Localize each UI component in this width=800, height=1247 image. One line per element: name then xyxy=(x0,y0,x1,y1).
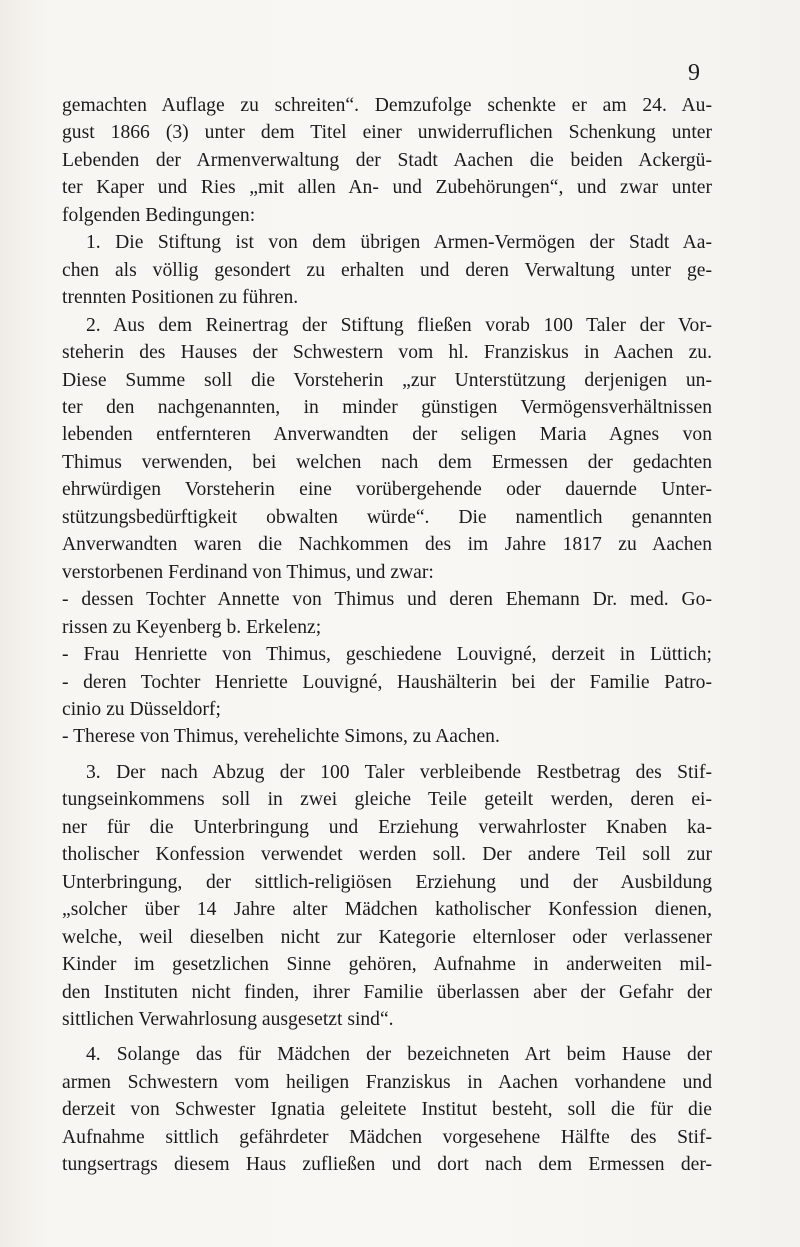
text-line: - dessen Tochter Annette von Thimus und deren Ehemann Dr. med. Go- xyxy=(62,589,712,611)
text-line: ter den nachgenannten, in minder günstigen Vermögensverhältnissen xyxy=(62,396,712,418)
text-line: sittlichen Verwahrlosung ausgesetzt sind“. xyxy=(62,1008,394,1030)
text-line: cinio zu Düsseldorf; xyxy=(62,698,221,720)
text-line: ner für die Unterbringung und Erziehung verwahrloster Knaben ka- xyxy=(62,816,712,838)
text-line: - deren Tochter Henriette Louvigné, Haushälterin bei der Familie Patro- xyxy=(62,671,712,693)
text-line: gemachten Auflage zu schreiten“. Demzufolge schenkte er am 24. Au- xyxy=(62,95,712,116)
text-line: stützungsbedürftigkeit obwalten würde“. Die namentlich genannten xyxy=(62,506,712,528)
text-line: tholischer Konfession verwendet werden soll. Der andere Teil soll zur xyxy=(62,844,712,866)
text-line: „solcher über 14 Jahre alter Mädchen katholischer Konfession dienen, xyxy=(62,899,712,921)
text-line: Diese Summe soll die Vorsteherin „zur Unterstützung derjenigen un- xyxy=(62,369,712,391)
text-line: tungsertrags diesem Haus zufließen und dort nach dem Ermessen der- xyxy=(62,1154,712,1176)
text-line: gust 1866 (3) unter dem Titel einer unwiderruflichen Schenkung unter xyxy=(62,122,712,144)
text-line: 3. Der nach Abzug der 100 Taler verbleibende Restbetrag des Stif- xyxy=(86,761,712,783)
text-line: 1. Die Stiftung ist von dem übrigen Armen-Vermögen der Stadt Aa- xyxy=(86,232,712,254)
text-line: Lebenden der Armenverwaltung der Stadt Aachen die beiden Ackergü- xyxy=(62,149,712,171)
page-number: 9 xyxy=(688,60,700,86)
text-line: ter Kaper und Ries „mit allen An- und Zubehörungen“, und zwar unter xyxy=(62,177,712,199)
text-line: Aufnahme sittlich gefährdeter Mädchen vorgesehene Hälfte des Stif- xyxy=(62,1126,712,1148)
text-line: Thimus verwenden, bei welchen nach dem Ermessen der gedachten xyxy=(62,451,712,473)
body-text xyxy=(62,92,712,1179)
text-line: rissen zu Keyenberg b. Erkelenz; xyxy=(62,616,322,638)
text-line: lebenden entfernteren Anverwandten der seligen Maria Agnes von xyxy=(62,424,712,446)
text-line: trennten Positionen zu führen. xyxy=(62,287,299,309)
text-line: verstorbenen Ferdinand von Thimus, und zwar: xyxy=(62,561,434,583)
text-line: 4. Solange das für Mädchen der bezeichneten Art beim Hause der xyxy=(86,1044,712,1066)
text-line: chen als völlig gesondert zu erhalten und deren Verwaltung unter ge- xyxy=(62,259,712,281)
text-line: welche, weil dieselben nicht zur Kategorie elternloser oder verlassener xyxy=(62,926,712,948)
text-line: den Instituten nicht finden, ihrer Familie überlassen aber der Gefahr der xyxy=(62,981,712,1003)
text-line: steherin des Hauses der Schwestern vom hl. Franziskus in Aachen zu. xyxy=(62,342,712,364)
text-line: derzeit von Schwester Ignatia geleitete Institut besteht, soll die für die xyxy=(62,1099,712,1121)
text-line: 2. Aus dem Reinertrag der Stiftung fließen vorab 100 Taler der Vor- xyxy=(86,314,712,336)
text-line: Kinder im gesetzlichen Sinne gehören, Aufnahme in anderweiten mil- xyxy=(62,954,712,976)
text-line: tungseinkommens soll in zwei gleiche Teile geteilt werden, deren ei- xyxy=(62,789,712,811)
text-line: ehrwürdigen Vorsteherin eine vorübergehende oder dauernde Unter- xyxy=(62,479,712,501)
text-line: Unterbringung, der sittlich-religiösen Erziehung und der Ausbildung xyxy=(62,871,712,893)
text-line: - Therese von Thimus, verehelichte Simons, zu Aachen. xyxy=(62,726,500,748)
text-line: folgenden Bedingungen: xyxy=(62,204,256,226)
text-line: Anverwandten waren die Nachkommen des im Jahre 1817 zu Aachen xyxy=(62,534,712,556)
text-line: - Frau Henriette von Thimus, geschiedene Louvigné, derzeit in Lüttich; xyxy=(62,644,712,666)
text-line: armen Schwestern vom heiligen Franziskus in Aachen vorhandene und xyxy=(62,1071,712,1093)
